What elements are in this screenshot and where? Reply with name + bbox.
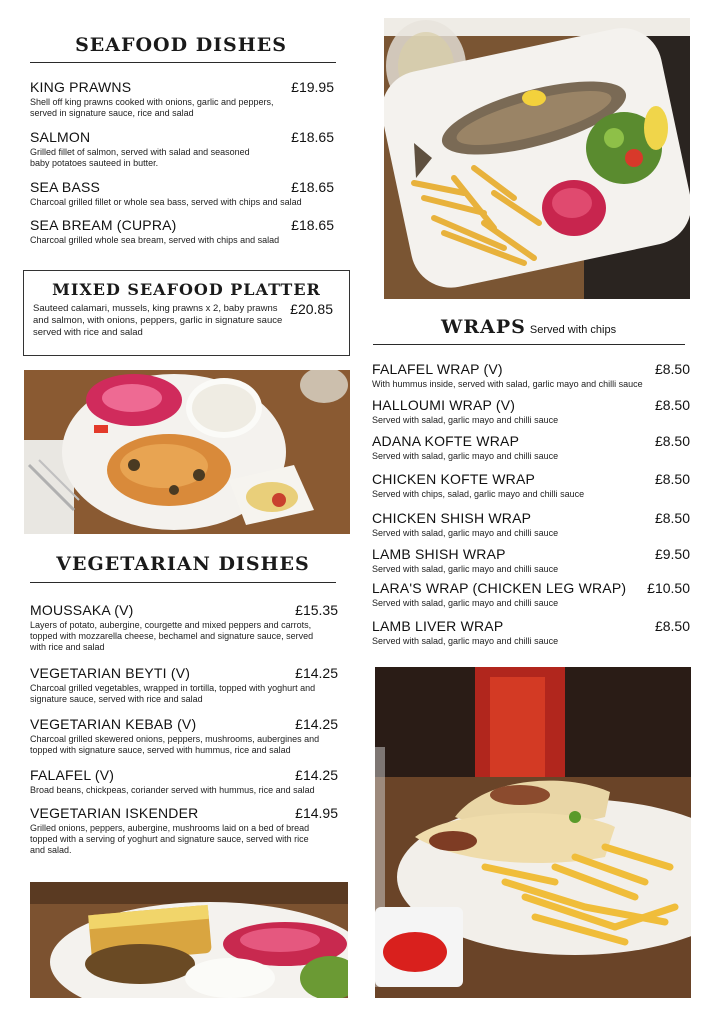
menu-item-sea-bream bbox=[30, 217, 334, 246]
item-description: Broad beans, chickpeas, coriander served with hummus, rice and salad bbox=[30, 785, 315, 795]
platter-price: £20.85 bbox=[290, 301, 333, 317]
item-price: £10.50 bbox=[647, 580, 690, 596]
item-description: Charcoal grilled vegetables, wrapped in tortilla, topped with yoghurt and signature sauce, served with rice and salad bbox=[30, 683, 316, 704]
item-description: Served with salad, garlic mayo and chilli sauce bbox=[372, 415, 559, 425]
item-price: £14.25 bbox=[295, 665, 338, 681]
item-price: £8.50 bbox=[654, 361, 690, 377]
menu-item-lamb-liver-wrap bbox=[372, 618, 690, 647]
item-price: £8.50 bbox=[654, 618, 690, 634]
menu-item-vegetarian-iskender bbox=[30, 805, 338, 856]
item-description: Grilled onions, peppers, aubergine, mushrooms laid on a bed of bread topped with a serving of yoghurt and signature sauce, served with rice and salad. bbox=[30, 823, 310, 855]
wraps-divider bbox=[373, 344, 685, 345]
moussaka-photo bbox=[30, 882, 348, 998]
item-name: LARA'S WRAP (CHICKEN LEG WRAP) bbox=[372, 580, 627, 596]
wraps-title: WRAPS bbox=[441, 316, 526, 338]
item-description: Served with salad, garlic mayo and chilli sauce bbox=[372, 564, 559, 574]
item-name: FALAFEL WRAP (V) bbox=[372, 361, 503, 377]
wraps-photo bbox=[375, 667, 691, 998]
item-price: £8.50 bbox=[654, 433, 690, 449]
menu-item-sea-bass bbox=[30, 179, 334, 208]
menu-item-vegetarian-kebab bbox=[30, 716, 338, 756]
seafood-divider bbox=[30, 62, 336, 63]
item-description: Grilled fillet of salmon, served with salad and seasoned baby potatoes sauteed in butter. bbox=[30, 147, 250, 168]
item-price: £8.50 bbox=[654, 397, 690, 413]
vegetarian-divider bbox=[30, 582, 336, 583]
platter-description: Sauteed calamari, mussels, king prawns x 2, baby prawns and salmon, with onions, peppers, garlic in signature sauce served with rice and salad bbox=[33, 303, 283, 338]
item-description: Charcoal grilled skewered onions, peppers, mushrooms, aubergines and topped with signature sauce, served with hummus, rice and salad bbox=[30, 734, 320, 755]
wraps-subtitle: Served with chips bbox=[529, 324, 617, 336]
item-name: VEGETARIAN ISKENDER bbox=[30, 805, 199, 821]
item-description: Layers of potato, aubergine, courgette and mixed peppers and carrots, topped with mozzarella cheese, bechamel and signature sauce, served with rice and salad bbox=[30, 620, 314, 652]
item-description: Served with salad, garlic mayo and chilli sauce bbox=[372, 528, 559, 538]
item-name: ADANA KOFTE WRAP bbox=[372, 433, 520, 449]
item-name: SEA BASS bbox=[30, 179, 101, 195]
item-price: £19.95 bbox=[291, 79, 334, 95]
seafood-title: SEAFOOD DISHES bbox=[75, 34, 287, 56]
menu-item-halloumi-wrap bbox=[372, 397, 690, 426]
item-price: £15.35 bbox=[295, 602, 338, 618]
item-price: £14.25 bbox=[295, 767, 338, 783]
item-name: LAMB SHISH WRAP bbox=[372, 546, 506, 562]
menu-item-king-prawns bbox=[30, 79, 334, 119]
item-description: Served with salad, garlic mayo and chilli sauce bbox=[372, 451, 559, 461]
menu-item-adana-kofte-wrap bbox=[372, 433, 690, 462]
item-name: FALAFEL (V) bbox=[30, 767, 115, 783]
item-price: £18.65 bbox=[291, 217, 334, 233]
wraps-header bbox=[441, 316, 616, 338]
grilled-fish-photo bbox=[384, 18, 690, 299]
item-price: £9.50 bbox=[654, 546, 690, 562]
item-description: Charcoal grilled fillet or whole sea bass, served with chips and salad bbox=[30, 197, 302, 207]
menu-item-chicken-kofte-wrap bbox=[372, 471, 690, 500]
item-name: LAMB LIVER WRAP bbox=[372, 618, 504, 634]
item-price: £14.25 bbox=[295, 716, 338, 732]
item-name: SEA BREAM (CUPRA) bbox=[30, 217, 177, 233]
menu-item-vegetarian-beyti bbox=[30, 665, 338, 705]
item-description: Shell off king prawns cooked with onions, garlic and peppers, served in signature sauce, rice and salad bbox=[30, 97, 274, 118]
menu-item-falafel-wrap bbox=[372, 361, 690, 390]
menu-item-salmon bbox=[30, 129, 334, 169]
item-description: With hummus inside, served with salad, garlic mayo and chilli sauce bbox=[372, 379, 643, 389]
item-name: HALLOUMI WRAP (V) bbox=[372, 397, 516, 413]
item-description: Served with salad, garlic mayo and chilli sauce bbox=[372, 636, 559, 646]
menu-item-lamb-shish-wrap bbox=[372, 546, 690, 575]
menu-item-moussaka bbox=[30, 602, 338, 653]
item-name: SALMON bbox=[30, 129, 91, 145]
item-description: Served with salad, garlic mayo and chilli sauce bbox=[372, 598, 559, 608]
menu-item-laras-wrap bbox=[372, 580, 690, 609]
seafood-platter-photo bbox=[24, 370, 350, 534]
platter-box bbox=[23, 270, 350, 356]
item-description: Charcoal grilled whole sea bream, served with chips and salad bbox=[30, 235, 280, 245]
item-price: £8.50 bbox=[654, 471, 690, 487]
item-name: VEGETARIAN KEBAB (V) bbox=[30, 716, 197, 732]
item-name: VEGETARIAN BEYTI (V) bbox=[30, 665, 191, 681]
vegetarian-title: VEGETARIAN DISHES bbox=[56, 553, 310, 575]
menu-item-falafel bbox=[30, 767, 338, 796]
menu-item-chicken-shish-wrap bbox=[372, 510, 690, 539]
platter-title: MIXED SEAFOOD PLATTER bbox=[52, 280, 321, 299]
item-price: £18.65 bbox=[291, 129, 334, 145]
item-name: CHICKEN KOFTE WRAP bbox=[372, 471, 536, 487]
item-price: £18.65 bbox=[291, 179, 334, 195]
item-description: Served with chips, salad, garlic mayo and chilli sauce bbox=[372, 489, 585, 499]
item-name: MOUSSAKA (V) bbox=[30, 602, 134, 618]
item-name: CHICKEN SHISH WRAP bbox=[372, 510, 532, 526]
item-price: £8.50 bbox=[654, 510, 690, 526]
item-name: KING PRAWNS bbox=[30, 79, 132, 95]
item-price: £14.95 bbox=[295, 805, 338, 821]
